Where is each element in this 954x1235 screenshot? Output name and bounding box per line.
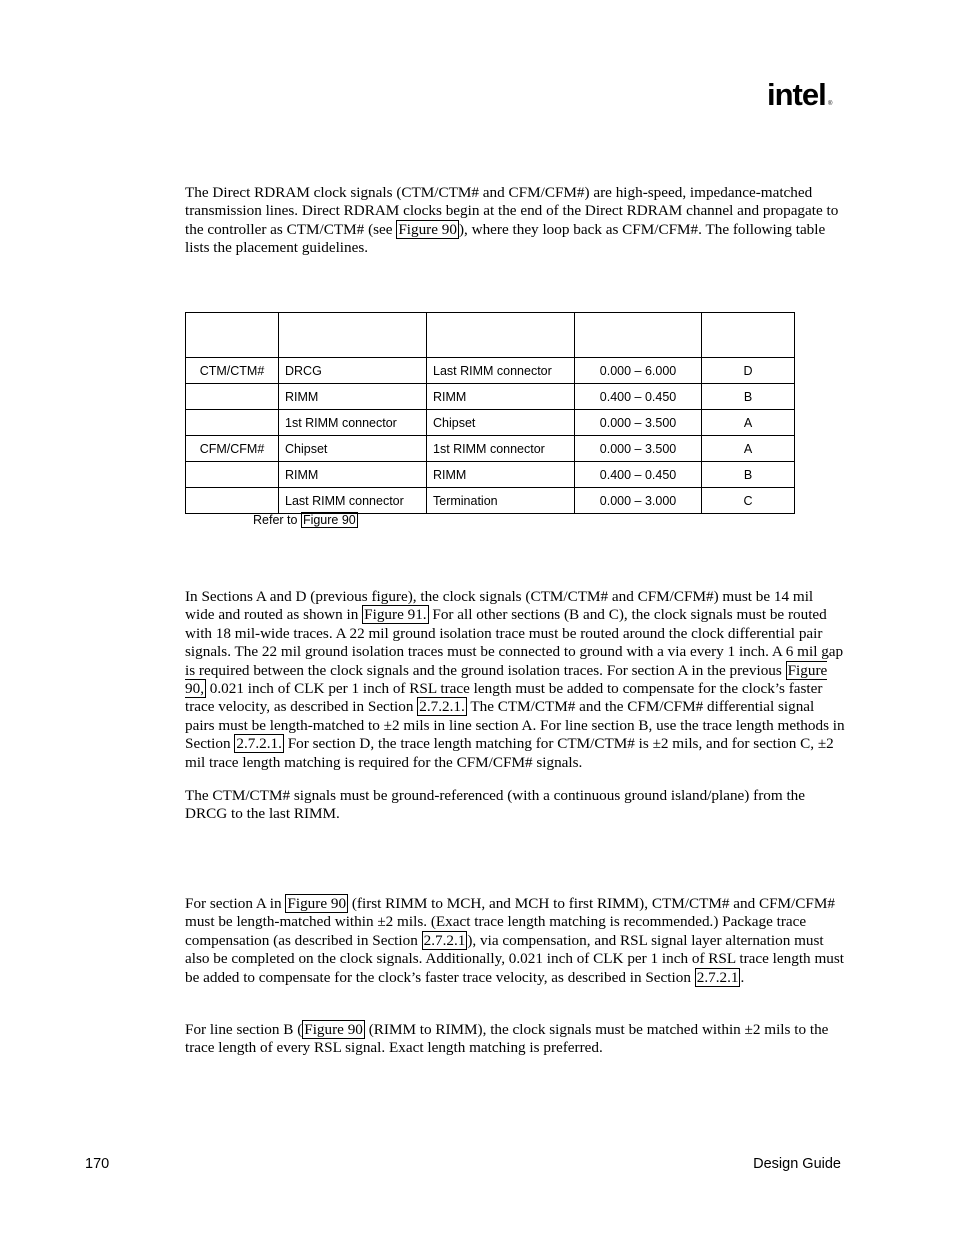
signal-cell: CFM/CFM# xyxy=(186,436,279,462)
section-a-text: ), via compensation, and RSL signal layer alternation must also be completed on the clock signals. Additionally, 0.021 inch of CLK per 1 inch of RSL trace length must be added to compensate for the clock’s faster trace velocity, as described in Section xyxy=(185,931,844,986)
signal-cell xyxy=(186,384,279,410)
section-a-text: (first RIMM to MCH, and MCH to first RIMM), CTM/CTM# and CFM/CFM# must be length-matched within ±2 mils. (Exact trace length matching is recommended.) Package trace compensation (as described in Section xyxy=(185,895,835,949)
section-a-paragraph xyxy=(185,895,845,987)
page-number: 170 xyxy=(85,1156,110,1172)
header-cell xyxy=(427,313,575,358)
routing-text: 0.021 inch of CLK per 1 inch of RSL trace length must be added to compensate for the clock’s faster trace velocity, as described in Section xyxy=(185,680,823,716)
figure-91-link[interactable]: Figure 91. xyxy=(364,606,427,624)
section-b-text: (RIMM to RIMM), the clock signals must be matched within ±2 mils to the trace length of every RSL signal. Exact length matching is preferred. xyxy=(185,1021,829,1057)
intro-text-1: The Direct RDRAM clock signals (CTM/CTM# and CFM/CFM#) are high-speed, impedance-matched transmission lines. Direct RDRAM clocks begin at the end of the Direct RDRAM channel and propagate to the controller as CTM/CTM# (see xyxy=(185,184,839,238)
signal-cell xyxy=(186,488,279,514)
from-cell: Chipset xyxy=(279,436,427,462)
intel-logo-mark xyxy=(766,78,836,116)
figure-90-link[interactable]: Figure 90 xyxy=(302,513,356,527)
figure-90-link[interactable]: Figure 90 xyxy=(287,895,347,912)
header-cell xyxy=(186,313,279,358)
to-cell: Last RIMM connector xyxy=(427,358,575,384)
intro-text-2: ), where they loop back as CFM/CFM#. The following table lists the placement guidelines. xyxy=(185,220,826,257)
section-2721-link[interactable]: 2.7.2.1. xyxy=(419,698,465,716)
from-cell: DRCG xyxy=(279,358,427,384)
header-cell xyxy=(279,313,427,358)
signal-cell xyxy=(186,410,279,436)
intel-logo xyxy=(766,78,836,116)
table-row xyxy=(186,358,795,384)
table-row xyxy=(186,410,795,436)
length-cell: 0.000 – 3.500 xyxy=(575,410,702,436)
length-cell: 0.400 – 0.450 xyxy=(575,462,702,488)
section-b-text: For line section B ( xyxy=(185,1021,303,1038)
routing-text: For section D, the trace length matching for CTM/CTM# is ±2 mils, and for section C, ±2 mil trace length matching is required for the CFM/CFM# signals. xyxy=(185,735,834,771)
figure-90-link[interactable]: Figure 90 xyxy=(398,220,457,238)
section-cell: B xyxy=(702,384,795,410)
section-cell: C xyxy=(702,488,795,514)
routing-text: The CTM/CTM# and the CFM/CFM# differential signal pairs must be length-matched to ±2 mils in line section A. For line section B, use the trace length methods in Section xyxy=(185,698,845,753)
section-2721-link[interactable]: 2.7.2.1 xyxy=(696,968,739,986)
section-a-text: For section A in xyxy=(185,895,286,912)
routing-paragraph xyxy=(185,588,845,772)
from-cell: 1st RIMM connector xyxy=(279,410,427,436)
table-note-text: Refer to xyxy=(253,513,301,527)
logo-registered-mark: ® xyxy=(828,101,833,107)
logo-wordmark: intel xyxy=(767,78,826,112)
to-cell: RIMM xyxy=(427,462,575,488)
table-note xyxy=(253,513,358,528)
footer-title: Design Guide xyxy=(753,1156,841,1172)
length-cell: 0.000 – 3.000 xyxy=(575,488,702,514)
to-cell: Termination xyxy=(427,488,575,514)
section-2721-link[interactable]: 2.7.2.1 xyxy=(423,931,466,949)
section-cell: A xyxy=(702,410,795,436)
section-b-paragraph xyxy=(185,1021,845,1058)
routing-text: For all other sections (B and C), the clock signals must be routed with 18 mil-wide traces. A 22 mil ground isolation trace must be routed around the clock differential pair signals. The 22 mil ground isolation traces must be connected to ground with a via every 1 inch. A 6 mil gap is required between the clock signals and the ground isolation traces. For section A in the previous xyxy=(185,606,844,679)
to-cell: 1st RIMM connector xyxy=(427,436,575,462)
table-row xyxy=(186,462,795,488)
table-row xyxy=(186,384,795,410)
section-cell: D xyxy=(702,358,795,384)
header-cell xyxy=(575,313,702,358)
ground-reference-paragraph: The CTM/CTM# signals must be ground-referenced (with a continuous ground island/plane) from the DRCG to the last RIMM. xyxy=(185,787,806,823)
intro-paragraph xyxy=(185,184,845,258)
to-cell: RIMM xyxy=(427,384,575,410)
from-cell: RIMM xyxy=(279,462,427,488)
section-a-text: . xyxy=(740,968,745,986)
section-2721-link[interactable]: 2.7.2.1. xyxy=(236,735,282,753)
figure-90-link[interactable]: Figure 90, xyxy=(185,661,828,698)
table-row xyxy=(186,488,795,514)
from-cell: RIMM xyxy=(279,384,427,410)
section-cell: B xyxy=(702,462,795,488)
from-cell: Last RIMM connector xyxy=(279,488,427,514)
figure-90-link[interactable]: Figure 90 xyxy=(304,1021,363,1038)
placement-guidelines-table xyxy=(185,312,795,514)
routing-text: In Sections A and D (previous figure), the clock signals (CTM/CTM# and CFM/CFM#) must be 14 mil wide and routed as shown in xyxy=(185,588,814,624)
table-row xyxy=(186,436,795,462)
header-cell xyxy=(702,313,795,358)
length-cell: 0.000 – 3.500 xyxy=(575,436,702,462)
length-cell: 0.400 – 0.450 xyxy=(575,384,702,410)
signal-cell xyxy=(186,462,279,488)
table-header-row xyxy=(186,313,795,358)
length-cell: 0.000 – 6.000 xyxy=(575,358,702,384)
section-cell: A xyxy=(702,436,795,462)
to-cell: Chipset xyxy=(427,410,575,436)
signal-cell: CTM/CTM# xyxy=(186,358,279,384)
